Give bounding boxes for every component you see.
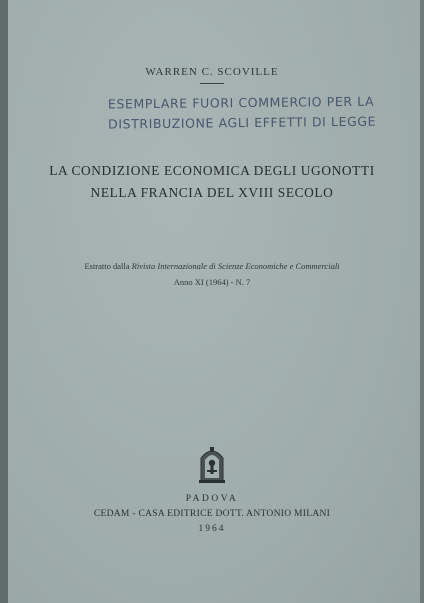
publisher-emblem-icon: [198, 444, 226, 484]
title-line-2: NELLA FRANCIA DEL XVIII SECOLO: [90, 185, 334, 200]
title-line-1: LA CONDIZIONE ECONOMICA DEGLI UGONOTTI: [49, 163, 375, 178]
stamp-line-1: ESEMPLARE FUORI COMMERCIO PER LA: [107, 93, 375, 112]
journal-name: Rivista Internazionale di Scienze Economiche e Commerciali: [131, 261, 340, 271]
publication-year: 1964: [198, 524, 226, 534]
author-name: WARREN C. SCOVILLE: [145, 66, 279, 78]
stamp-line-2: DISTRIBUZIONE AGLI EFFETTI DI LEGGE: [108, 113, 377, 132]
issue-info: Anno XI (1964) - N. 7: [173, 277, 251, 287]
extract-prefix: Estratto dalla: [84, 261, 130, 271]
publisher-imprint: [0, 492, 424, 537]
author-divider: [200, 83, 224, 84]
publisher-name: CEDAM - CASA EDITRICE DOTT. ANTONIO MILANI: [93, 509, 331, 519]
publisher-city: PADOVA: [185, 494, 239, 504]
extract-note: [0, 258, 424, 290]
distribution-stamp: [108, 91, 398, 134]
book-title: [0, 160, 424, 204]
